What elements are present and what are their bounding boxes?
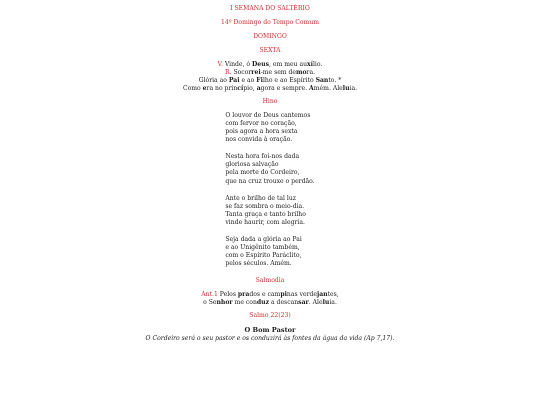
psalm-epigraph: O Cordeiro será o seu pastor e os conduzirá às fontes da água da vida (Ap 7,17). bbox=[145, 334, 395, 342]
hour-title: SEXTA bbox=[259, 47, 281, 55]
psalm-title: O Bom Pastor bbox=[244, 325, 296, 334]
hymn-label: Hino bbox=[262, 98, 278, 106]
verse-line: com fervor no coração, bbox=[225, 120, 297, 128]
versicle-line: V. Vinde, ó Deus, em meu auxílio. bbox=[217, 61, 323, 69]
hymn-stanza bbox=[225, 153, 314, 185]
verse-line: Ante o brilho de tal luz bbox=[225, 194, 297, 202]
verse-line: vinde haurir, com alegria. bbox=[225, 218, 305, 226]
antiphon-line-1: Ant.1 Pelos prados e campinas verdejantes, bbox=[201, 290, 339, 298]
verse-line: e ao Unigênito também, bbox=[225, 243, 300, 251]
gloria-line-2: Como era no princípio, agora e sempre. Amém. Aleluia. bbox=[182, 85, 358, 93]
verse-line: com o Espírito Paráclito, bbox=[225, 251, 302, 259]
day-title: DOMINGO bbox=[253, 33, 287, 41]
response-line: R. Socorrei-me sem demora. bbox=[224, 69, 316, 77]
verse-line: pela morte do Cordeiro, bbox=[225, 169, 300, 177]
verse-line: Nesta hora foi-nos dada bbox=[225, 153, 300, 161]
verse-line: Tanta graça e tanto brilho bbox=[225, 210, 306, 218]
verse-line: gloriosa salvação bbox=[225, 161, 279, 169]
sunday-title: 14º Domingo do Tempo Comum bbox=[220, 19, 320, 27]
hymn bbox=[0, 112, 540, 277]
hymn-stanza bbox=[225, 195, 314, 227]
verse-line: pelos séculos. Amém. bbox=[225, 259, 292, 267]
verse-line: se faz sombra o meio-dia. bbox=[225, 202, 305, 210]
verse-line: Seja dada a glória ao Pai bbox=[225, 235, 302, 243]
verse-line: que na cruz trouxe o perdão. bbox=[225, 177, 315, 185]
psalm-number: Salmo 22(23) bbox=[249, 311, 291, 319]
psalter-week: I SEMANA DO SALTÉRIO bbox=[230, 5, 310, 12]
psalmody-label: Salmodia bbox=[255, 276, 285, 284]
verse-line: pois agora a hora sexta bbox=[225, 128, 298, 136]
hymn-stanza bbox=[225, 112, 314, 144]
introduction bbox=[0, 61, 540, 93]
gloria-line-1: Glória ao Pai e ao Filho e ao Espírito Santo. * bbox=[198, 77, 342, 85]
antiphon bbox=[0, 291, 540, 307]
verse-line: nos convida à oração. bbox=[225, 136, 293, 144]
verse-line: O louvor de Deus cantemos bbox=[225, 112, 311, 120]
hymn-stanza bbox=[225, 236, 314, 268]
antiphon-line-2: o Senhor me conduz a descansar. Aleluia. bbox=[203, 298, 337, 306]
